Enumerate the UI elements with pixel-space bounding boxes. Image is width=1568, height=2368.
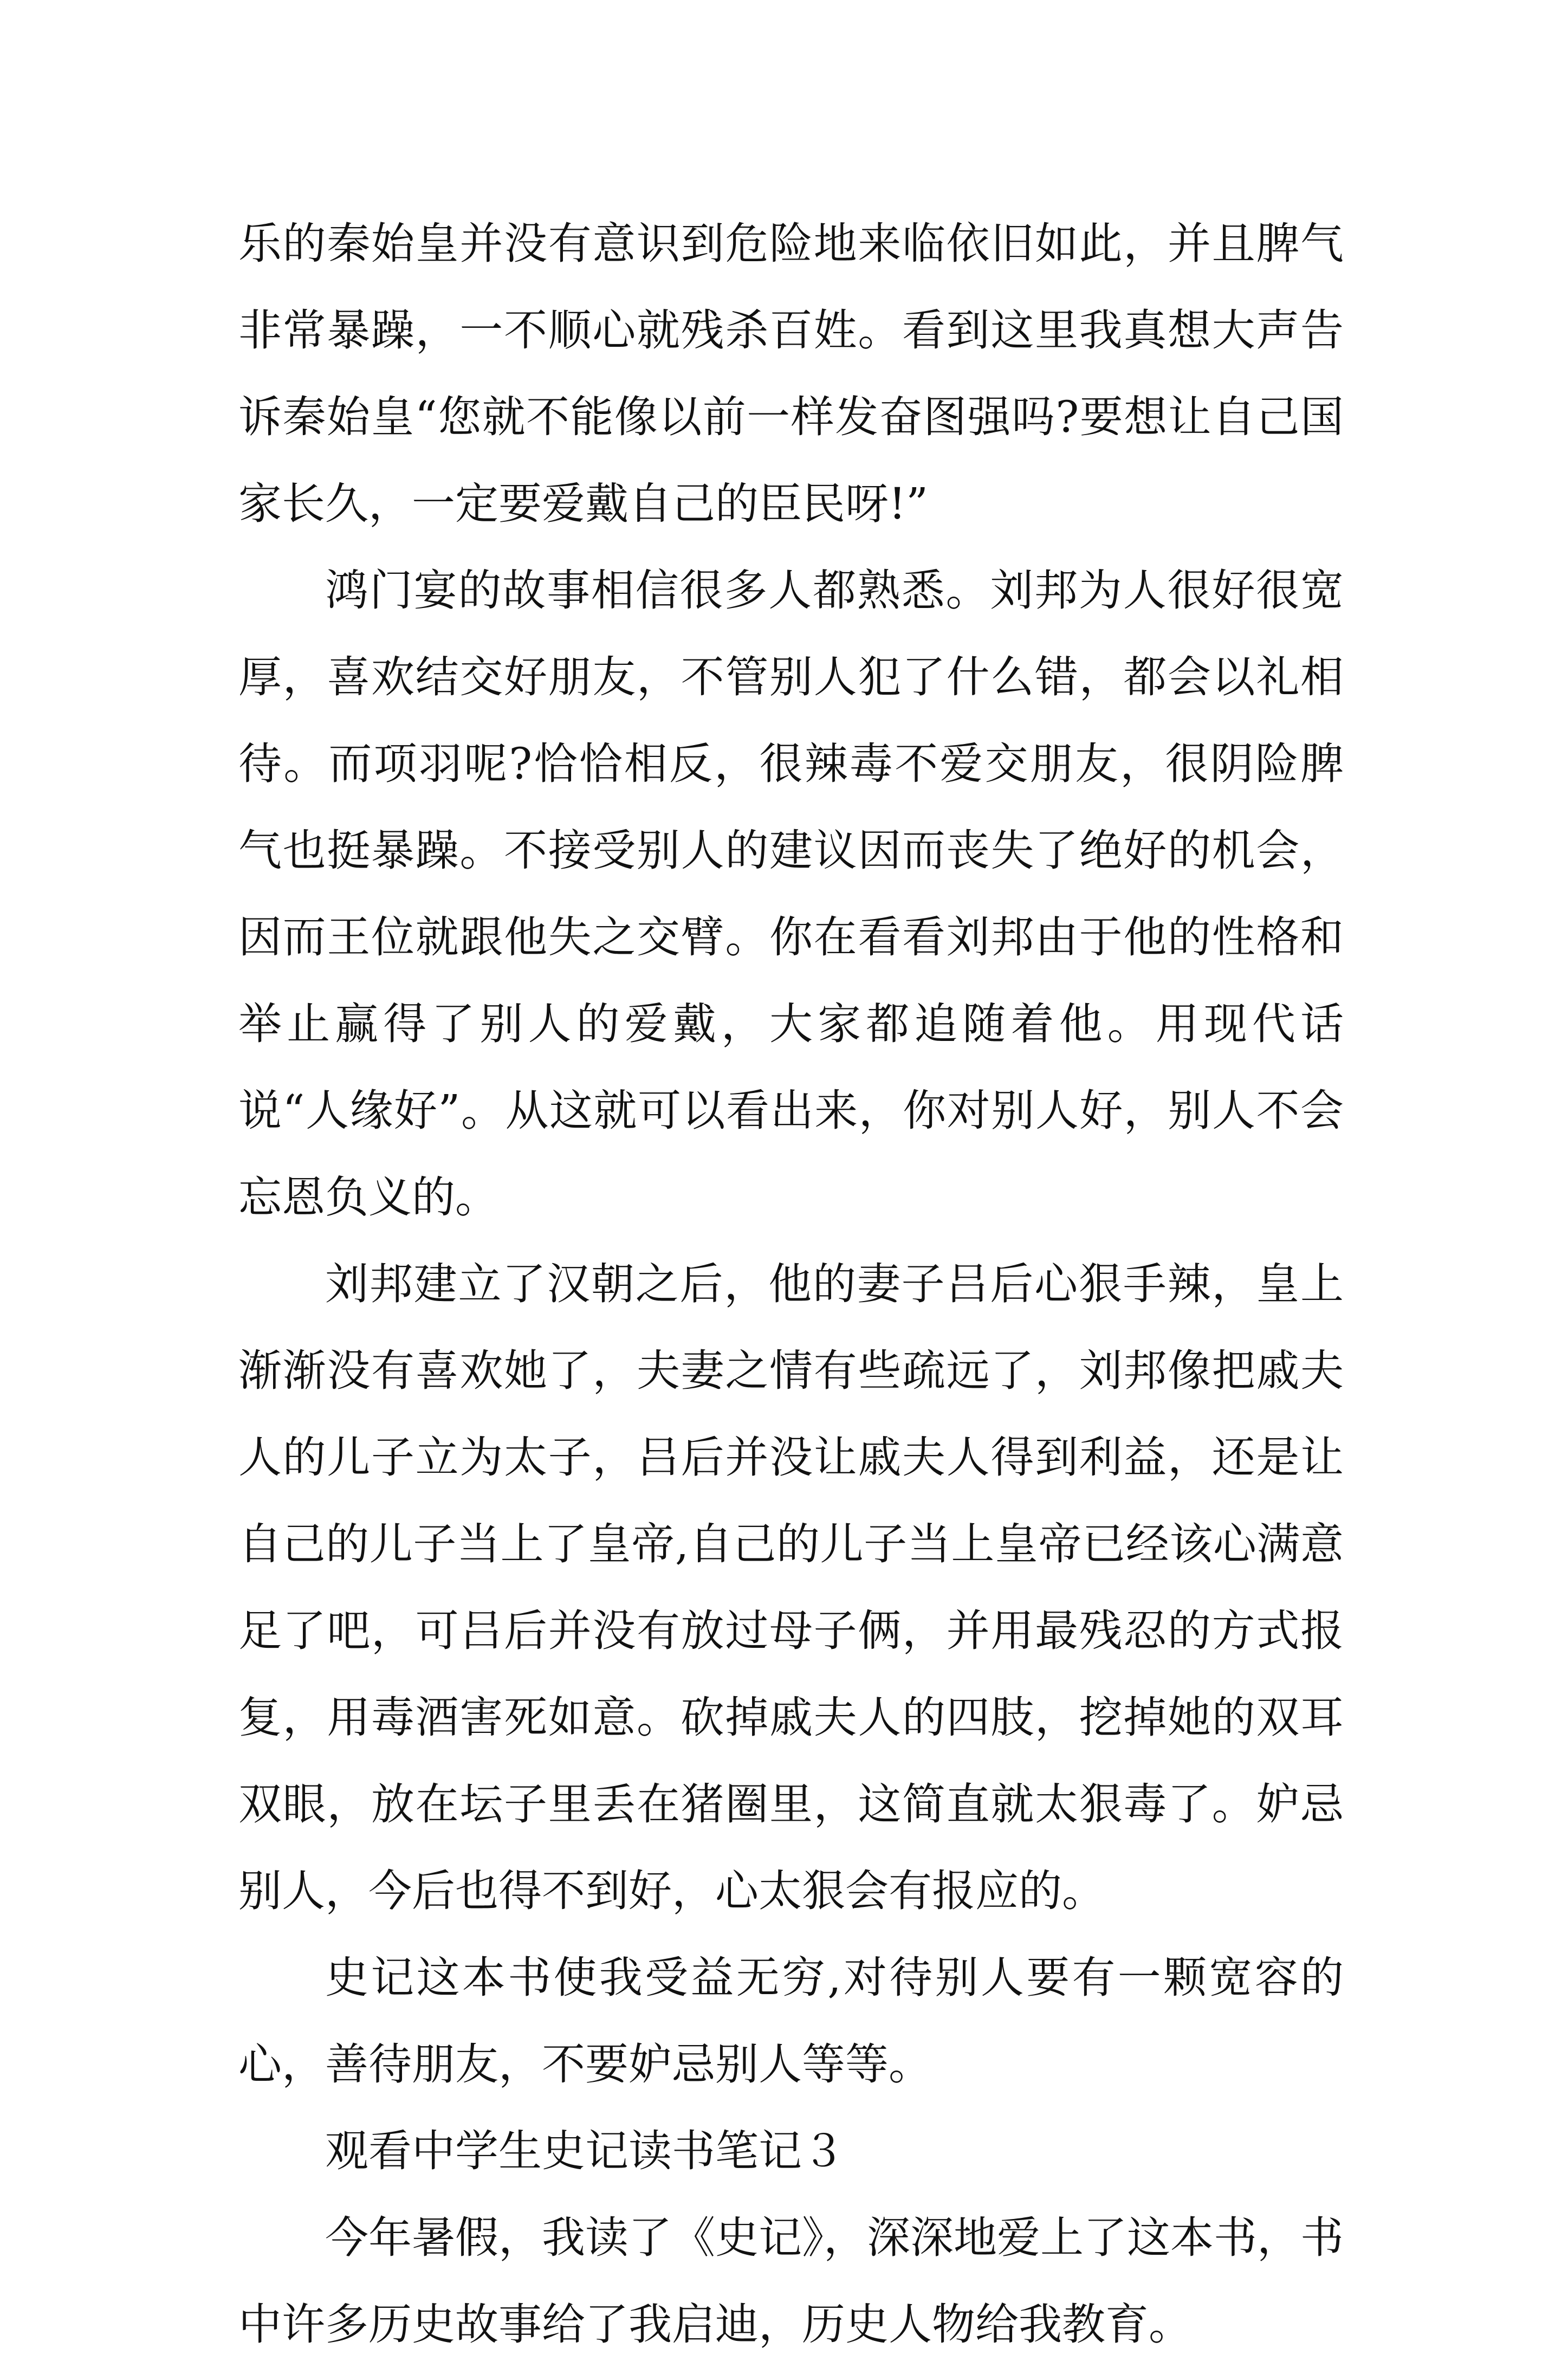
document-body [238, 200, 1344, 2368]
paragraph-empress-lv: 刘邦建立了汉朝之后，他的妻子吕后心狠手辣，皇上渐渐没有喜欢她了，夫妻之情有些疏远了，刘邦像把戚夫人的儿子立为太子，吕后并没让戚夫人得到利益，还是让自己的儿子当上了皇帝,自己的儿子当上皇帝已经该心满意足了吧，可吕后并没有放过母子俩，并用最残忍的方式报复，用毒酒害死如意。砍掉戚夫人的四肢，挖掉她的双耳双眼，放在坛子里丢在猪圈里，这简直就太狠毒了。妒忌别人，今后也得不到好，心太狠会有报应的。 [238, 1259, 1344, 1916]
paragraph-qin-shihuang: 乐的秦始皇并没有意识到危险地来临依旧如此，并且脾气非常暴躁，一不顺心就残杀百姓。看到这里我真想大声告诉秦始皇“您就不能像以前一样发奋图强吗?要想让自己国家长久，一定要爱戴自己的臣民呀!” [238, 218, 1344, 529]
paragraph-hongmen-banquet: 鸿门宴的故事相信很多人都熟悉。刘邦为人很好很宽厚，喜欢结交好朋友，不管别人犯了什么错，都会以礼相待。而项羽呢?恰恰相反，很辣毒不爱交朋友，很阴险脾气也挺暴躁。不接受别人的建议因而丧失了绝好的机会，因而王位就跟他失之交臂。你在看看刘邦由于他的性格和举止赢得了别人的爱戴，大家都追随着他。用现代话说“人缘好”。从这就可以看出来，你对别人好，别人不会忘恩负义的。 [238, 565, 1344, 1222]
paragraph-summer-reading: 今年暑假，我读了《史记》，深深地爱上了这本书，书中许多历史故事给了我启迪，历史人物给我教育。 [238, 2212, 1344, 2350]
paragraph-conclusion: 史记这本书使我受益无穷,对待别人要有一颗宽容的心，善待朋友，不要妒忌别人等等。 [238, 1952, 1344, 2089]
section-heading: 观看中学生史记读书笔记３ [325, 2126, 845, 2176]
